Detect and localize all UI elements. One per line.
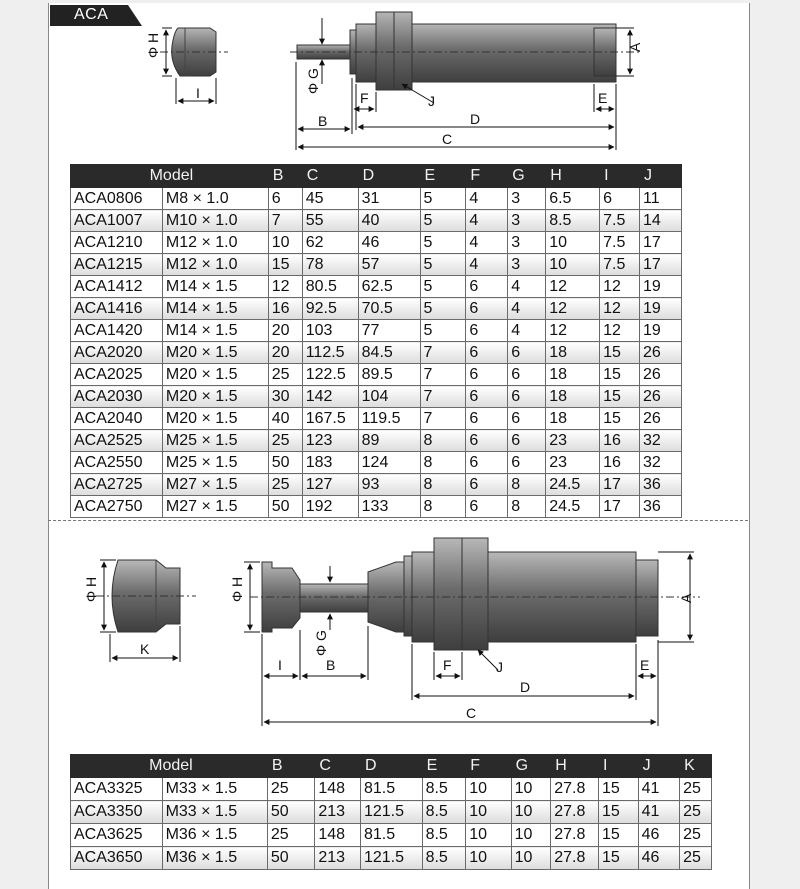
lock-nut-2 xyxy=(394,12,412,90)
cell-thread: M25 × 1.5 xyxy=(162,452,268,474)
label-j: J xyxy=(428,93,435,109)
table-row xyxy=(71,232,682,254)
header-f: F xyxy=(466,165,508,188)
cell-value: 5 xyxy=(420,298,466,320)
header-c: C xyxy=(302,165,358,188)
table-row xyxy=(71,847,712,870)
cell-value: 6 xyxy=(466,276,508,298)
cell-value: 25 xyxy=(680,801,712,824)
cell-value: 12 xyxy=(546,298,600,320)
header-h: H xyxy=(551,755,599,778)
cell-value: 18 xyxy=(546,386,600,408)
label-f-large: F xyxy=(443,657,452,673)
label-i-large: I xyxy=(278,657,282,673)
cell-value: 7 xyxy=(420,408,466,430)
header-g: G xyxy=(508,165,546,188)
cell-value: 62.5 xyxy=(358,276,420,298)
cell-value: 12 xyxy=(546,320,600,342)
cell-value: 6 xyxy=(466,496,508,518)
cell-thread: M14 × 1.5 xyxy=(162,298,268,320)
cell-value: 81.5 xyxy=(360,824,422,847)
cell-value: 14 xyxy=(640,210,682,232)
table-row xyxy=(71,188,682,210)
header-j: J xyxy=(640,165,682,188)
cell-value: 78 xyxy=(302,254,358,276)
cell-value: 8.5 xyxy=(546,210,600,232)
cell-value: 7 xyxy=(420,386,466,408)
cell-value: 89.5 xyxy=(358,364,420,386)
cell-thread: M36 × 1.5 xyxy=(162,824,267,847)
table-row xyxy=(71,364,682,386)
cell-value: 18 xyxy=(546,364,600,386)
header-i: I xyxy=(600,165,640,188)
cell-value: 4 xyxy=(508,276,546,298)
header-b: B xyxy=(267,755,314,778)
cell-value: 36 xyxy=(640,496,682,518)
drawing-large-series xyxy=(48,526,748,746)
cell-thread: M14 × 1.5 xyxy=(162,320,268,342)
cell-value: 123 xyxy=(302,430,358,452)
cell-value: 25 xyxy=(680,847,712,870)
cell-value: 213 xyxy=(315,847,361,870)
cell-value: 32 xyxy=(640,430,682,452)
cell-value: 23 xyxy=(546,430,600,452)
cell-value: 5 xyxy=(420,188,466,210)
cell-value: 183 xyxy=(302,452,358,474)
cell-value: 8.5 xyxy=(422,824,466,847)
cell-value: 31 xyxy=(358,188,420,210)
cell-model: ACA3350 xyxy=(71,801,163,824)
cell-value: 25 xyxy=(267,778,314,801)
cell-value: 25 xyxy=(268,474,302,496)
table-row xyxy=(71,778,712,801)
cell-value: 5 xyxy=(420,320,466,342)
cell-value: 80.5 xyxy=(302,276,358,298)
cell-value: 8 xyxy=(420,430,466,452)
cell-thread: M25 × 1.5 xyxy=(162,430,268,452)
body-end-large xyxy=(636,560,658,636)
cell-value: 3 xyxy=(508,210,546,232)
cell-value: 46 xyxy=(638,824,680,847)
cell-model: ACA1416 xyxy=(71,298,163,320)
cell-value: 15 xyxy=(268,254,302,276)
cell-value: 104 xyxy=(358,386,420,408)
label-a: A xyxy=(627,42,643,52)
header-d: D xyxy=(360,755,422,778)
cell-model: ACA2030 xyxy=(71,386,163,408)
cell-value: 23 xyxy=(546,452,600,474)
cell-value: 93 xyxy=(358,474,420,496)
cell-value: 10 xyxy=(546,254,600,276)
cell-value: 112.5 xyxy=(302,342,358,364)
table-row xyxy=(71,801,712,824)
cell-value: 8 xyxy=(508,496,546,518)
cell-value: 8 xyxy=(420,496,466,518)
cell-value: 55 xyxy=(302,210,358,232)
cell-value: 70.5 xyxy=(358,298,420,320)
cell-value: 17 xyxy=(600,474,640,496)
cell-value: 77 xyxy=(358,320,420,342)
cell-value: 4 xyxy=(466,254,508,276)
cell-model: ACA0806 xyxy=(71,188,163,210)
piston-rod-large xyxy=(300,584,368,612)
cell-value: 27.8 xyxy=(551,847,599,870)
cell-model: ACA2025 xyxy=(71,364,163,386)
cell-value: 26 xyxy=(640,342,682,364)
cell-model: ACA3650 xyxy=(71,847,163,870)
cell-value: 92.5 xyxy=(302,298,358,320)
header-k: K xyxy=(680,755,712,778)
cell-value: 15 xyxy=(600,386,640,408)
cell-value: 6 xyxy=(466,474,508,496)
cell-value: 46 xyxy=(358,232,420,254)
table-row xyxy=(71,386,682,408)
cell-model: ACA2550 xyxy=(71,452,163,474)
cell-value: 3 xyxy=(508,232,546,254)
cell-value: 6 xyxy=(600,188,640,210)
cell-value: 12 xyxy=(600,276,640,298)
cell-value: 5 xyxy=(420,254,466,276)
cell-value: 15 xyxy=(600,408,640,430)
cell-value: 103 xyxy=(302,320,358,342)
cell-value: 19 xyxy=(640,298,682,320)
cell-value: 10 xyxy=(466,801,511,824)
cell-model: ACA1412 xyxy=(71,276,163,298)
cell-value: 6 xyxy=(508,386,546,408)
cell-value: 4 xyxy=(508,320,546,342)
cell-value: 12 xyxy=(600,320,640,342)
cell-value: 6 xyxy=(268,188,302,210)
cell-value: 5 xyxy=(420,276,466,298)
table-header-row xyxy=(71,165,682,188)
cell-value: 16 xyxy=(600,430,640,452)
label-a-large: A xyxy=(678,593,694,603)
cell-value: 5 xyxy=(420,232,466,254)
section-divider xyxy=(48,520,748,521)
cell-value: 148 xyxy=(315,824,361,847)
cell-value: 127 xyxy=(302,474,358,496)
cell-value: 11 xyxy=(640,188,682,210)
cell-value: 10 xyxy=(466,847,511,870)
cell-model: ACA2040 xyxy=(71,408,163,430)
header-f: F xyxy=(466,755,511,778)
cell-thread: M20 × 1.5 xyxy=(162,364,268,386)
cell-value: 4 xyxy=(508,298,546,320)
header-e: E xyxy=(420,165,466,188)
cell-model: ACA2020 xyxy=(71,342,163,364)
lock-nut-large-2 xyxy=(462,538,488,650)
header-b: B xyxy=(268,165,302,188)
cell-thread: M10 × 1.0 xyxy=(162,210,268,232)
cell-value: 142 xyxy=(302,386,358,408)
label-d-large: D xyxy=(520,679,531,695)
cell-value: 192 xyxy=(302,496,358,518)
label-phi-g-large: Φ G xyxy=(313,630,329,656)
cell-value: 6 xyxy=(466,298,508,320)
cell-value: 89 xyxy=(358,430,420,452)
cell-value: 122.5 xyxy=(302,364,358,386)
cell-model: ACA2750 xyxy=(71,496,163,518)
cell-value: 46 xyxy=(638,847,680,870)
cell-value: 18 xyxy=(546,408,600,430)
label-f: F xyxy=(360,90,369,106)
cell-value: 8.5 xyxy=(422,847,466,870)
cell-value: 213 xyxy=(315,801,361,824)
header-i: I xyxy=(598,755,638,778)
cell-value: 7 xyxy=(268,210,302,232)
cell-value: 4 xyxy=(466,210,508,232)
table-row xyxy=(71,210,682,232)
cell-value: 7 xyxy=(420,364,466,386)
cell-model: ACA2725 xyxy=(71,474,163,496)
cell-value: 124 xyxy=(358,452,420,474)
cell-value: 24.5 xyxy=(546,496,600,518)
table-row xyxy=(71,276,682,298)
cell-value: 10 xyxy=(511,801,551,824)
cell-thread: M20 × 1.5 xyxy=(162,408,268,430)
cell-value: 10 xyxy=(511,778,551,801)
cell-value: 15 xyxy=(598,778,638,801)
cell-value: 40 xyxy=(358,210,420,232)
cell-value: 3 xyxy=(508,254,546,276)
label-phi-g: Φ G xyxy=(305,68,321,94)
header-model: Model xyxy=(71,165,269,188)
cell-value: 50 xyxy=(267,801,314,824)
table-row xyxy=(71,824,712,847)
cell-value: 7.5 xyxy=(600,232,640,254)
label-e: E xyxy=(598,90,608,106)
cell-value: 3 xyxy=(508,188,546,210)
cell-value: 19 xyxy=(640,320,682,342)
label-j-large: J xyxy=(496,659,503,675)
cell-value: 40 xyxy=(268,408,302,430)
cell-value: 62 xyxy=(302,232,358,254)
label-b: B xyxy=(318,113,328,129)
cell-value: 17 xyxy=(640,254,682,276)
cell-value: 20 xyxy=(268,320,302,342)
cell-thread: M20 × 1.5 xyxy=(162,342,268,364)
cell-thread: M27 × 1.5 xyxy=(162,474,268,496)
cell-value: 27.8 xyxy=(551,824,599,847)
cell-value: 8 xyxy=(420,474,466,496)
label-phi-h: Φ H xyxy=(145,32,161,58)
header-d: D xyxy=(358,165,420,188)
cell-value: 30 xyxy=(268,386,302,408)
cell-value: 148 xyxy=(315,778,361,801)
cell-value: 18 xyxy=(546,342,600,364)
cell-value: 50 xyxy=(268,496,302,518)
cell-thread: M33 × 1.5 xyxy=(162,778,267,801)
cell-value: 6 xyxy=(466,408,508,430)
label-e-large: E xyxy=(640,657,650,673)
table-row xyxy=(71,342,682,364)
spec-table-small xyxy=(70,164,682,518)
cell-value: 26 xyxy=(640,386,682,408)
cell-value: 6 xyxy=(466,452,508,474)
cell-value: 6 xyxy=(466,342,508,364)
cell-value: 25 xyxy=(268,430,302,452)
cell-value: 4 xyxy=(466,188,508,210)
cell-thread: M8 × 1.0 xyxy=(162,188,268,210)
cell-value: 36 xyxy=(640,474,682,496)
cell-value: 57 xyxy=(358,254,420,276)
cell-model: ACA1007 xyxy=(71,210,163,232)
table-row xyxy=(71,496,682,518)
cell-thread: M36 × 1.5 xyxy=(162,847,267,870)
lock-nut-large-1 xyxy=(434,538,462,650)
cell-model: ACA3625 xyxy=(71,824,163,847)
cell-value: 167.5 xyxy=(302,408,358,430)
cell-value: 7.5 xyxy=(600,254,640,276)
cell-value: 6 xyxy=(466,386,508,408)
label-d: D xyxy=(470,111,481,127)
lock-nut-1 xyxy=(376,12,394,90)
cell-value: 45 xyxy=(302,188,358,210)
cell-value: 10 xyxy=(466,778,511,801)
header-c: C xyxy=(315,755,361,778)
cell-value: 6 xyxy=(508,342,546,364)
label-c-large: C xyxy=(466,705,477,721)
header-h: H xyxy=(546,165,600,188)
cell-value: 27.8 xyxy=(551,801,599,824)
header-model: Model xyxy=(71,755,268,778)
cell-value: 4 xyxy=(466,232,508,254)
cell-thread: M12 × 1.0 xyxy=(162,254,268,276)
cell-value: 15 xyxy=(600,364,640,386)
series-tag: ACA xyxy=(74,6,109,23)
cell-value: 8.5 xyxy=(422,801,466,824)
cell-value: 6 xyxy=(508,452,546,474)
table-row xyxy=(71,320,682,342)
cell-thread: M33 × 1.5 xyxy=(162,801,267,824)
table-header-row xyxy=(71,755,712,778)
cell-value: 15 xyxy=(600,342,640,364)
cell-value: 16 xyxy=(268,298,302,320)
label-i: I xyxy=(196,85,200,101)
cell-value: 26 xyxy=(640,408,682,430)
cell-value: 6 xyxy=(466,320,508,342)
cell-value: 41 xyxy=(638,801,680,824)
cell-value: 119.5 xyxy=(358,408,420,430)
table-row xyxy=(71,430,682,452)
cell-value: 10 xyxy=(546,232,600,254)
cell-value: 81.5 xyxy=(360,778,422,801)
cell-value: 15 xyxy=(598,801,638,824)
label-cap-phi-h: Φ H xyxy=(83,576,99,602)
cell-value: 12 xyxy=(600,298,640,320)
spec-table-large xyxy=(70,754,712,870)
cell-value: 121.5 xyxy=(360,847,422,870)
cell-value: 26 xyxy=(640,364,682,386)
cell-value: 25 xyxy=(268,364,302,386)
cell-value: 12 xyxy=(546,276,600,298)
cell-value: 121.5 xyxy=(360,801,422,824)
header-e: E xyxy=(422,755,466,778)
cell-value: 17 xyxy=(640,232,682,254)
cell-value: 10 xyxy=(268,232,302,254)
cell-value: 32 xyxy=(640,452,682,474)
cell-value: 10 xyxy=(466,824,511,847)
cell-value: 10 xyxy=(511,824,551,847)
cell-value: 25 xyxy=(680,778,712,801)
cell-value: 6 xyxy=(508,408,546,430)
header-g: G xyxy=(511,755,551,778)
cell-value: 15 xyxy=(598,824,638,847)
cell-value: 84.5 xyxy=(358,342,420,364)
cell-value: 6 xyxy=(508,430,546,452)
cell-value: 27.8 xyxy=(551,778,599,801)
cell-value: 25 xyxy=(267,824,314,847)
label-b-large: B xyxy=(326,657,336,673)
cell-value: 50 xyxy=(268,452,302,474)
header-j: J xyxy=(638,755,680,778)
cell-thread: M14 × 1.5 xyxy=(162,276,268,298)
drawing-small-series xyxy=(48,0,748,160)
cell-value: 41 xyxy=(638,778,680,801)
cell-value: 15 xyxy=(598,847,638,870)
label-k: K xyxy=(140,641,150,657)
cell-value: 19 xyxy=(640,276,682,298)
cell-value: 7.5 xyxy=(600,210,640,232)
cell-value: 8 xyxy=(420,452,466,474)
cell-value: 8 xyxy=(508,474,546,496)
cell-value: 24.5 xyxy=(546,474,600,496)
cell-thread: M27 × 1.5 xyxy=(162,496,268,518)
cell-value: 50 xyxy=(267,847,314,870)
cell-value: 20 xyxy=(268,342,302,364)
cell-thread: M20 × 1.5 xyxy=(162,386,268,408)
cell-value: 12 xyxy=(268,276,302,298)
cell-model: ACA3325 xyxy=(71,778,163,801)
cell-value: 6.5 xyxy=(546,188,600,210)
cell-model: ACA1420 xyxy=(71,320,163,342)
cell-value: 6 xyxy=(466,430,508,452)
table-row xyxy=(71,452,682,474)
table-row xyxy=(71,408,682,430)
cell-value: 10 xyxy=(511,847,551,870)
cell-thread: M12 × 1.0 xyxy=(162,232,268,254)
label-c: C xyxy=(442,131,453,147)
table-row xyxy=(71,254,682,276)
cell-model: ACA2525 xyxy=(71,430,163,452)
cell-value: 7 xyxy=(420,342,466,364)
cell-value: 5 xyxy=(420,210,466,232)
cell-model: ACA1210 xyxy=(71,232,163,254)
table-row xyxy=(71,298,682,320)
cell-value: 6 xyxy=(508,364,546,386)
cell-model: ACA1215 xyxy=(71,254,163,276)
cell-value: 133 xyxy=(358,496,420,518)
cell-value: 16 xyxy=(600,452,640,474)
cell-value: 6 xyxy=(466,364,508,386)
cell-value: 25 xyxy=(680,824,712,847)
table-row xyxy=(71,474,682,496)
label-phi-h-large: Φ H xyxy=(229,576,245,602)
cell-value: 8.5 xyxy=(422,778,466,801)
cell-value: 17 xyxy=(600,496,640,518)
